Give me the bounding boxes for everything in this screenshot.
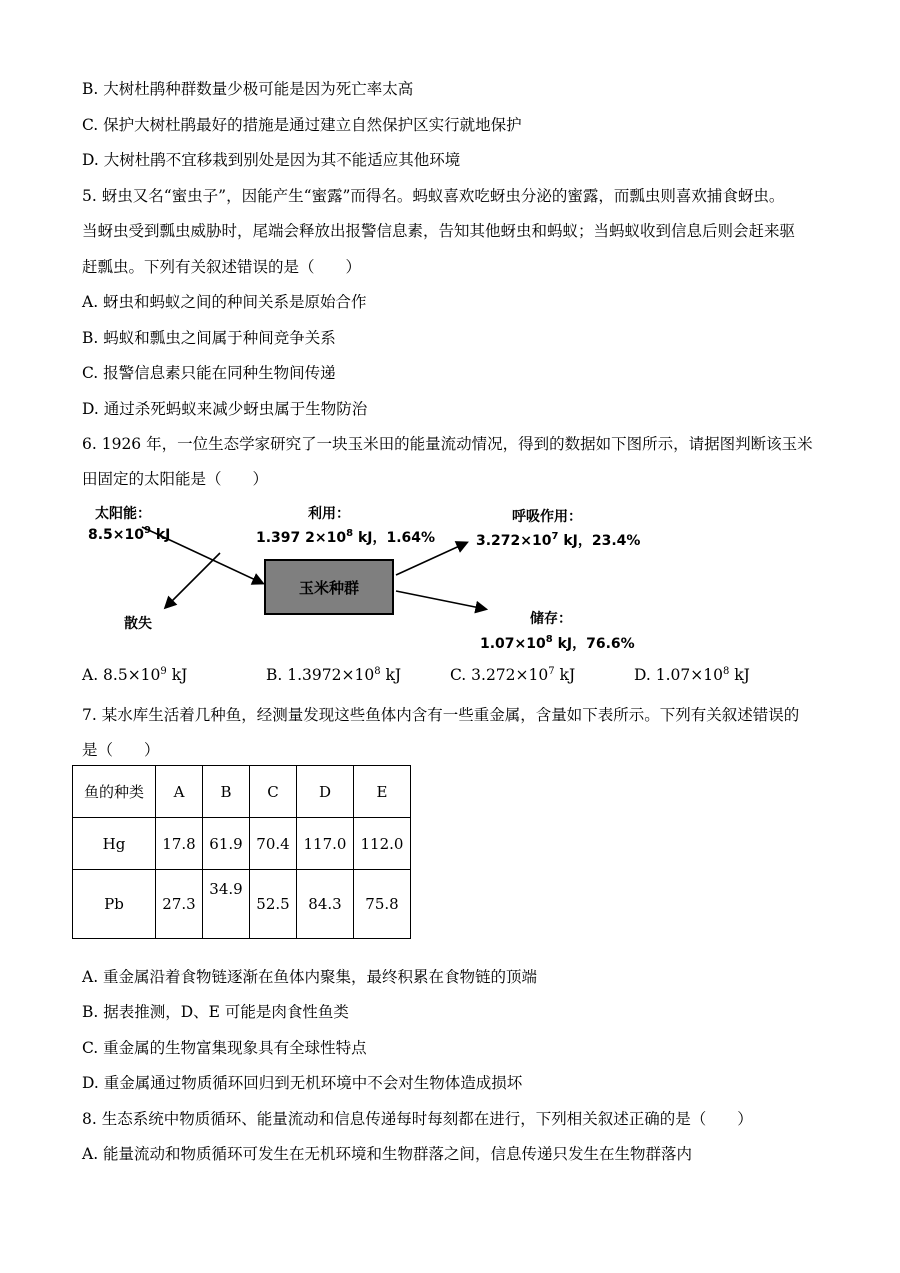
table-cell: 117.0 [297,818,354,870]
option-b-q6: B. $1.3972\times 10^8$ kJ [266,666,402,684]
option-d-q5: D. 通过杀死蚂蚁来减少蚜虫属于生物防治 [82,400,368,418]
storage-label: 储存： [530,611,572,627]
table-row [73,818,411,870]
arrow-to-lost [166,553,220,607]
table-header-cell: C [250,766,297,818]
heavy-metal-table [72,765,411,939]
table-cell: 61.9 [203,818,250,870]
question-6-line-2: 田固定的太阳能是（ ） [82,470,269,488]
utilization-value: 1.397 $2\times 10^8$ kJ，1.64% [256,528,436,546]
option-a-q7: A. 重金属沿着食物链逐渐在鱼体内聚集，最终积累在食物链的顶端 [82,968,538,986]
option-d-q6: D. $1.07\times 10^8$ kJ [634,666,750,684]
corn-population-box [264,559,394,615]
question-6-line-1: 6. 1926 年，一位生态学家研究了一块玉米田的能量流动情况，得到的数据如下图所示，请据图判断该玉米 [82,435,813,453]
option-d-q7: D. 重金属通过物质循环回归到无机环境中不会对生物体造成损坏 [82,1074,523,1092]
table-header-cell: A [156,766,203,818]
table-row [73,870,411,939]
option-c-q4: C. 保护大树杜鹃最好的措施是通过建立自然保护区实行就地保护 [82,116,522,134]
table-cell: Hg [73,818,156,870]
table-cell: 84.3 [297,870,354,939]
sun-energy-label: 太阳能： [95,506,151,522]
energy-flow-diagram [80,495,680,665]
question-8-stem: 8. 生态系统中物质循环、能量流动和信息传递每时每刻都在进行，下列相关叙述正确的是（ ） [82,1110,753,1128]
table-cell: 112.0 [354,818,411,870]
table-header-cell: D [297,766,354,818]
question-5-line-2: 当蚜虫受到瓢虫威胁时，尾端会释放出报警信息素，告知其他蚜虫和蚂蚁；当蚂蚁收到信息后则会赶来驱 [82,222,796,240]
option-a-q6: A. $8.5\times 10^9$ kJ [82,666,188,684]
question-5-line-3: 赶瓢虫。下列有关叙述错误的是（ ） [82,258,362,276]
option-b-q5: B. 蚂蚁和瓢虫之间属于种间竞争关系 [82,329,336,347]
utilization-label: 利用： [308,506,350,522]
table-cell: 34.9 [203,870,250,939]
question-7-line-1: 7. 某水库生活着几种鱼，经测量发现这些鱼体内含有一些重金属，含量如下表所示。下列有关叙述错误的 [82,706,800,724]
option-c-q6: C. $3.272\times 10^7$ kJ [450,666,576,684]
table-cell: 17.8 [156,818,203,870]
question-7-line-2: 是（ ） [82,741,160,759]
respiration-value: $3.272\times 10^7$ kJ，23.4% [476,531,641,549]
sun-energy-value: $8.5\times 10^9$ kJ [88,525,171,543]
arrow-to-storage [396,591,485,609]
table-header-row [73,766,411,818]
option-c-q7: C. 重金属的生物富集现象具有全球性特点 [82,1039,367,1057]
table-header-cell: 鱼的种类 [73,766,156,818]
option-b-q4: B. 大树杜鹃种群数量少极可能是因为死亡率太高 [82,80,414,98]
lost-label: 散失 [124,616,152,632]
table-cell: 27.3 [156,870,203,939]
option-d-q4: D. 大树杜鹃不宜移栽到别处是因为其不能适应其他环境 [82,151,461,169]
table-cell: 70.4 [250,818,297,870]
respiration-label: 呼吸作用： [512,509,582,525]
table-header-cell: E [354,766,411,818]
option-a-q5: A. 蚜虫和蚂蚁之间的种间关系是原始合作 [82,293,367,311]
arrow-to-respiration [396,543,466,575]
table-cell: 75.8 [354,870,411,939]
table-cell: 52.5 [250,870,297,939]
option-c-q5: C. 报警信息素只能在同种生物间传递 [82,364,336,382]
table-header-cell: B [203,766,250,818]
storage-value: $1.07\times 10^8$ kJ，76.6% [480,634,635,652]
option-a-q8: A. 能量流动和物质循环可发生在无机环境和生物群落之间，信息传递只发生在生物群落内 [82,1145,693,1163]
option-b-q7: B. 据表推测，D、E 可能是肉食性鱼类 [82,1003,349,1021]
table-cell: Pb [73,870,156,939]
question-5-line-1: 5. 蚜虫又名“蜜虫子”，因能产生“蜜露”而得名。蚂蚁喜欢吃蚜虫分泌的蜜露，而瓢虫则喜欢捕食蚜虫。 [82,187,785,205]
corn-population-label: 玉米种群 [298,578,359,597]
